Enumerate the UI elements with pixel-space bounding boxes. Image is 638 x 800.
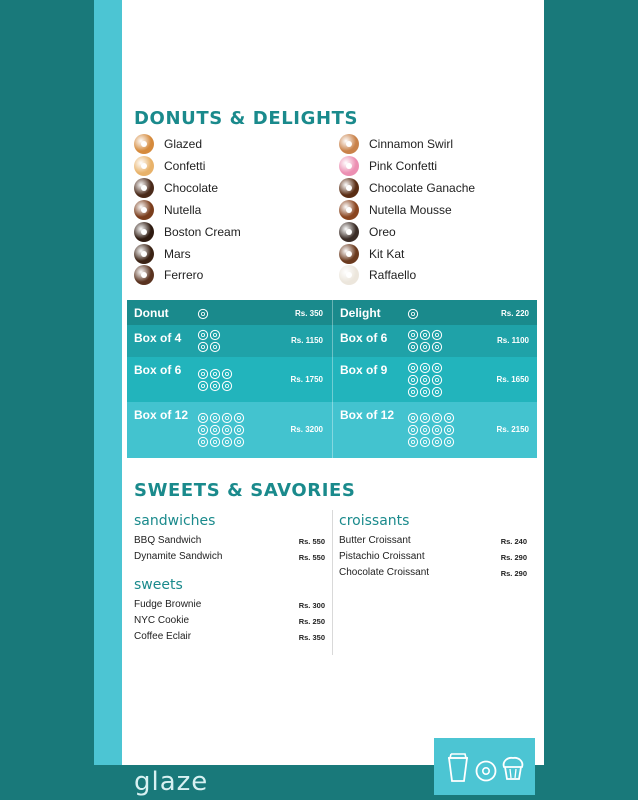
donut-ring [432, 363, 441, 372]
table-divider [332, 300, 333, 458]
flavor-item [339, 200, 452, 220]
donut-hole [435, 390, 438, 393]
flavor-name: Nutella Mousse [369, 202, 452, 217]
donut-hole [423, 333, 426, 336]
donut-ring [222, 437, 231, 446]
donut-hole [201, 372, 204, 375]
right-price-cell [333, 402, 537, 458]
donut-hole [213, 345, 216, 348]
donut-hole [213, 372, 216, 375]
donut-icons [197, 329, 221, 358]
sweets-heading: sweets [134, 577, 183, 593]
donut-thumbnail-icon [339, 134, 359, 154]
menu-item-price: Rs. 550 [298, 553, 325, 562]
menu-item-name: NYC Cookie [134, 615, 190, 626]
donut-ring [432, 342, 441, 351]
flavor-name: Confetti [164, 158, 206, 173]
donut-hole [201, 312, 204, 315]
donut-icons [407, 362, 443, 403]
donut-count-icons [197, 368, 233, 392]
donut-icon [475, 760, 497, 782]
flavor-item [339, 156, 437, 176]
size-price: Rs. 220 [500, 309, 529, 318]
menu-item-name: BBQ Sandwich [134, 535, 202, 546]
size-label: Box of 6 [340, 331, 388, 345]
donut-hole [435, 416, 438, 419]
flavor-name: Glazed [164, 137, 203, 151]
donut-hole [225, 428, 228, 431]
flavor-name: Kit Kat [369, 246, 405, 261]
donut-ring [408, 309, 417, 318]
donut-ring [210, 437, 219, 446]
donut-ring [222, 381, 231, 390]
donut-thumbnail-icon [134, 134, 154, 154]
right-price-cell [333, 325, 537, 357]
flavor-item [339, 265, 416, 285]
donut-hole [435, 345, 438, 348]
donut-hole [423, 366, 426, 369]
flavor-name: Nutella [164, 202, 202, 217]
donut-price-table [127, 300, 537, 458]
donut-ring [420, 330, 429, 339]
donuts-section-title: DONUTS & DELIGHTS [134, 108, 359, 129]
donut-count-icons [197, 308, 209, 320]
donut-hole [201, 416, 204, 419]
donut-ring [408, 413, 417, 422]
donut-thumbnail-icon [339, 200, 359, 220]
muffin-icon [501, 755, 525, 781]
flavor-name: Boston Cream [164, 224, 241, 239]
sandwiches-heading: sandwiches [134, 513, 216, 529]
size-price: Rs. 350 [294, 309, 323, 318]
donut-ring [198, 342, 207, 351]
donut-ring [432, 330, 441, 339]
donut-hole [411, 440, 414, 443]
donut-icons [407, 307, 419, 325]
flavor-name: Raffaello [369, 268, 417, 283]
menu-item-name: Pistachio Croissant [339, 551, 425, 562]
menu-item-price: Rs. 300 [298, 601, 325, 610]
donut-ring [420, 413, 429, 422]
donut-ring [210, 425, 219, 434]
donut-ring [198, 369, 207, 378]
donut-count-icons [407, 412, 455, 448]
size-label: Box of 9 [340, 363, 388, 377]
donut-ring [420, 375, 429, 384]
donut-hole [201, 384, 204, 387]
donut-thumbnail-icon [339, 265, 359, 285]
donut-hole [213, 384, 216, 387]
donut-hole [237, 440, 240, 443]
donut-ring [444, 425, 453, 434]
donut-hole [411, 312, 414, 315]
size-price: Rs. 1750 [290, 375, 323, 384]
donut-ring [432, 375, 441, 384]
flavor-item [134, 222, 241, 242]
donut-ring [210, 342, 219, 351]
donut-hole [411, 416, 414, 419]
donut-ring [408, 363, 417, 372]
coffee-cup-icon [447, 753, 469, 783]
flavor-item [339, 134, 453, 154]
donut-hole [213, 333, 216, 336]
donut-hole [225, 440, 228, 443]
flavor-name: Chocolate Ganache [369, 180, 476, 195]
donut-ring [444, 413, 453, 422]
donut-ring [408, 387, 417, 396]
donut-icons [197, 307, 209, 325]
menu-item-name: Coffee Eclair [134, 631, 192, 642]
donut-hole [435, 333, 438, 336]
donut-ring [222, 369, 231, 378]
flavor-item [339, 178, 475, 198]
donut-ring [210, 330, 219, 339]
donut-hole [435, 428, 438, 431]
donut-ring [408, 342, 417, 351]
donut-ring [420, 342, 429, 351]
flavor-name: Chocolate [164, 180, 219, 195]
donut-hole [213, 416, 216, 419]
donut-ring [222, 425, 231, 434]
donut-ring [198, 413, 207, 422]
donut-count-icons [407, 329, 443, 353]
size-price: Rs. 1100 [496, 336, 529, 345]
flavor-item [339, 222, 396, 242]
donut-hole [213, 440, 216, 443]
donut-hole [435, 440, 438, 443]
donut-thumbnail-icon [339, 244, 359, 264]
donut-ring [432, 387, 441, 396]
size-price: Rs. 1150 [290, 336, 323, 345]
size-price: Rs. 1650 [496, 375, 529, 384]
donut-ring [210, 413, 219, 422]
donut-ring [210, 381, 219, 390]
donut-count-icons [197, 412, 245, 448]
flavor-name: Cinnamon Swirl [369, 137, 454, 151]
donut-hole [201, 440, 204, 443]
menu-item-price: Rs. 240 [500, 537, 527, 546]
size-label: Delight [340, 306, 381, 320]
donut-hole [411, 366, 414, 369]
menu-item-name: Dynamite Sandwich [134, 551, 223, 562]
menu-item-name: Chocolate Croissant [339, 567, 430, 578]
brand-logo: glaze [134, 767, 209, 797]
donut-thumbnail-icon [134, 222, 154, 242]
donut-hole [435, 366, 438, 369]
flavor-name: Ferrero [164, 268, 204, 283]
donut-thumbnail-icon [134, 244, 154, 264]
donut-hole [225, 372, 228, 375]
flavor-item [134, 200, 201, 220]
donut-thumbnail-icon [339, 178, 359, 198]
donut-ring [408, 330, 417, 339]
donut-count-icons [407, 362, 443, 398]
donut-ring [198, 309, 207, 318]
donut-ring [234, 413, 243, 422]
donut-hole [423, 440, 426, 443]
menu-item-price: Rs. 290 [500, 553, 527, 562]
menu-item-name: Butter Croissant [339, 535, 411, 546]
donut-thumbnail-icon [134, 200, 154, 220]
footer-band [0, 765, 638, 800]
donut-hole [225, 384, 228, 387]
donut-hole [423, 390, 426, 393]
flavor-item [134, 265, 203, 285]
donut-ring [408, 425, 417, 434]
donut-icons [407, 412, 455, 453]
donut-ring [420, 425, 429, 434]
donut-thumbnail-icon [339, 222, 359, 242]
flavor-item [134, 178, 218, 198]
donut-hole [225, 416, 228, 419]
donut-hole [213, 428, 216, 431]
donut-ring [408, 375, 417, 384]
donut-hole [411, 333, 414, 336]
donut-hole [447, 440, 450, 443]
donut-ring [198, 330, 207, 339]
donut-hole [411, 378, 414, 381]
donut-ring [432, 437, 441, 446]
donut-icons [197, 412, 245, 453]
size-price: Rs. 2150 [496, 425, 529, 434]
donut-count-icons [407, 308, 419, 320]
donut-count-icons [197, 329, 221, 353]
donut-ring [420, 437, 429, 446]
donut-hole [447, 428, 450, 431]
donut-hole [423, 416, 426, 419]
donut-ring [234, 425, 243, 434]
donut-ring [444, 437, 453, 446]
right-price-cell [333, 357, 537, 402]
flavor-name: Pink Confetti [369, 158, 438, 173]
donut-ring [210, 369, 219, 378]
right-price-cell [333, 300, 537, 325]
donut-ring [198, 437, 207, 446]
flavor-item [134, 156, 205, 176]
donut-hole [411, 390, 414, 393]
croissants-heading: croissants [339, 513, 410, 529]
donut-ring [432, 413, 441, 422]
donut-hole [411, 345, 414, 348]
sweets-section-title: SWEETS & SAVORIES [134, 480, 356, 501]
left-price-cell [127, 300, 331, 325]
donut-hole [201, 345, 204, 348]
donut-hole [237, 416, 240, 419]
flavor-item [339, 244, 404, 264]
menu-item-price: Rs. 350 [298, 633, 325, 642]
donut-hole [237, 428, 240, 431]
donut-hole [423, 345, 426, 348]
donut-thumbnail-icon [134, 156, 154, 176]
donut-thumbnail-icon [134, 265, 154, 285]
footer-icon-box [434, 738, 535, 795]
left-price-cell [127, 325, 331, 357]
donut-ring [198, 381, 207, 390]
donut-hole [423, 378, 426, 381]
donut-hole [423, 428, 426, 431]
menu-item-name: Fudge Brownie [134, 599, 202, 610]
flavor-item [134, 134, 202, 154]
donut-hole [201, 428, 204, 431]
donut-hole [447, 416, 450, 419]
size-label: Donut [134, 306, 169, 320]
menu-item-price: Rs. 550 [298, 537, 325, 546]
donut-ring [432, 425, 441, 434]
flavor-name: Oreo [369, 224, 396, 239]
column-divider [332, 510, 333, 655]
left-price-cell [127, 402, 331, 458]
menu-item-price: Rs. 250 [298, 617, 325, 626]
donut-hole [201, 333, 204, 336]
donut-hole [411, 428, 414, 431]
flavor-item [134, 244, 191, 264]
size-label: Box of 12 [134, 408, 189, 422]
size-label: Box of 12 [340, 408, 395, 422]
donut-ring [408, 437, 417, 446]
left-price-cell [127, 357, 331, 402]
donut-icons [197, 368, 233, 397]
donut-ring [420, 387, 429, 396]
donut-ring [420, 363, 429, 372]
donut-icons [407, 329, 443, 358]
donut-thumbnail-icon [134, 178, 154, 198]
donut-ring [222, 413, 231, 422]
donut-thumbnail-icon [339, 156, 359, 176]
donut-hole [435, 378, 438, 381]
size-price: Rs. 3200 [290, 425, 323, 434]
donut-ring [198, 425, 207, 434]
size-label: Box of 6 [134, 363, 182, 377]
flavor-name: Mars [164, 246, 191, 261]
size-label: Box of 4 [134, 331, 182, 345]
menu-item-price: Rs. 290 [500, 569, 527, 578]
donut-ring [234, 437, 243, 446]
